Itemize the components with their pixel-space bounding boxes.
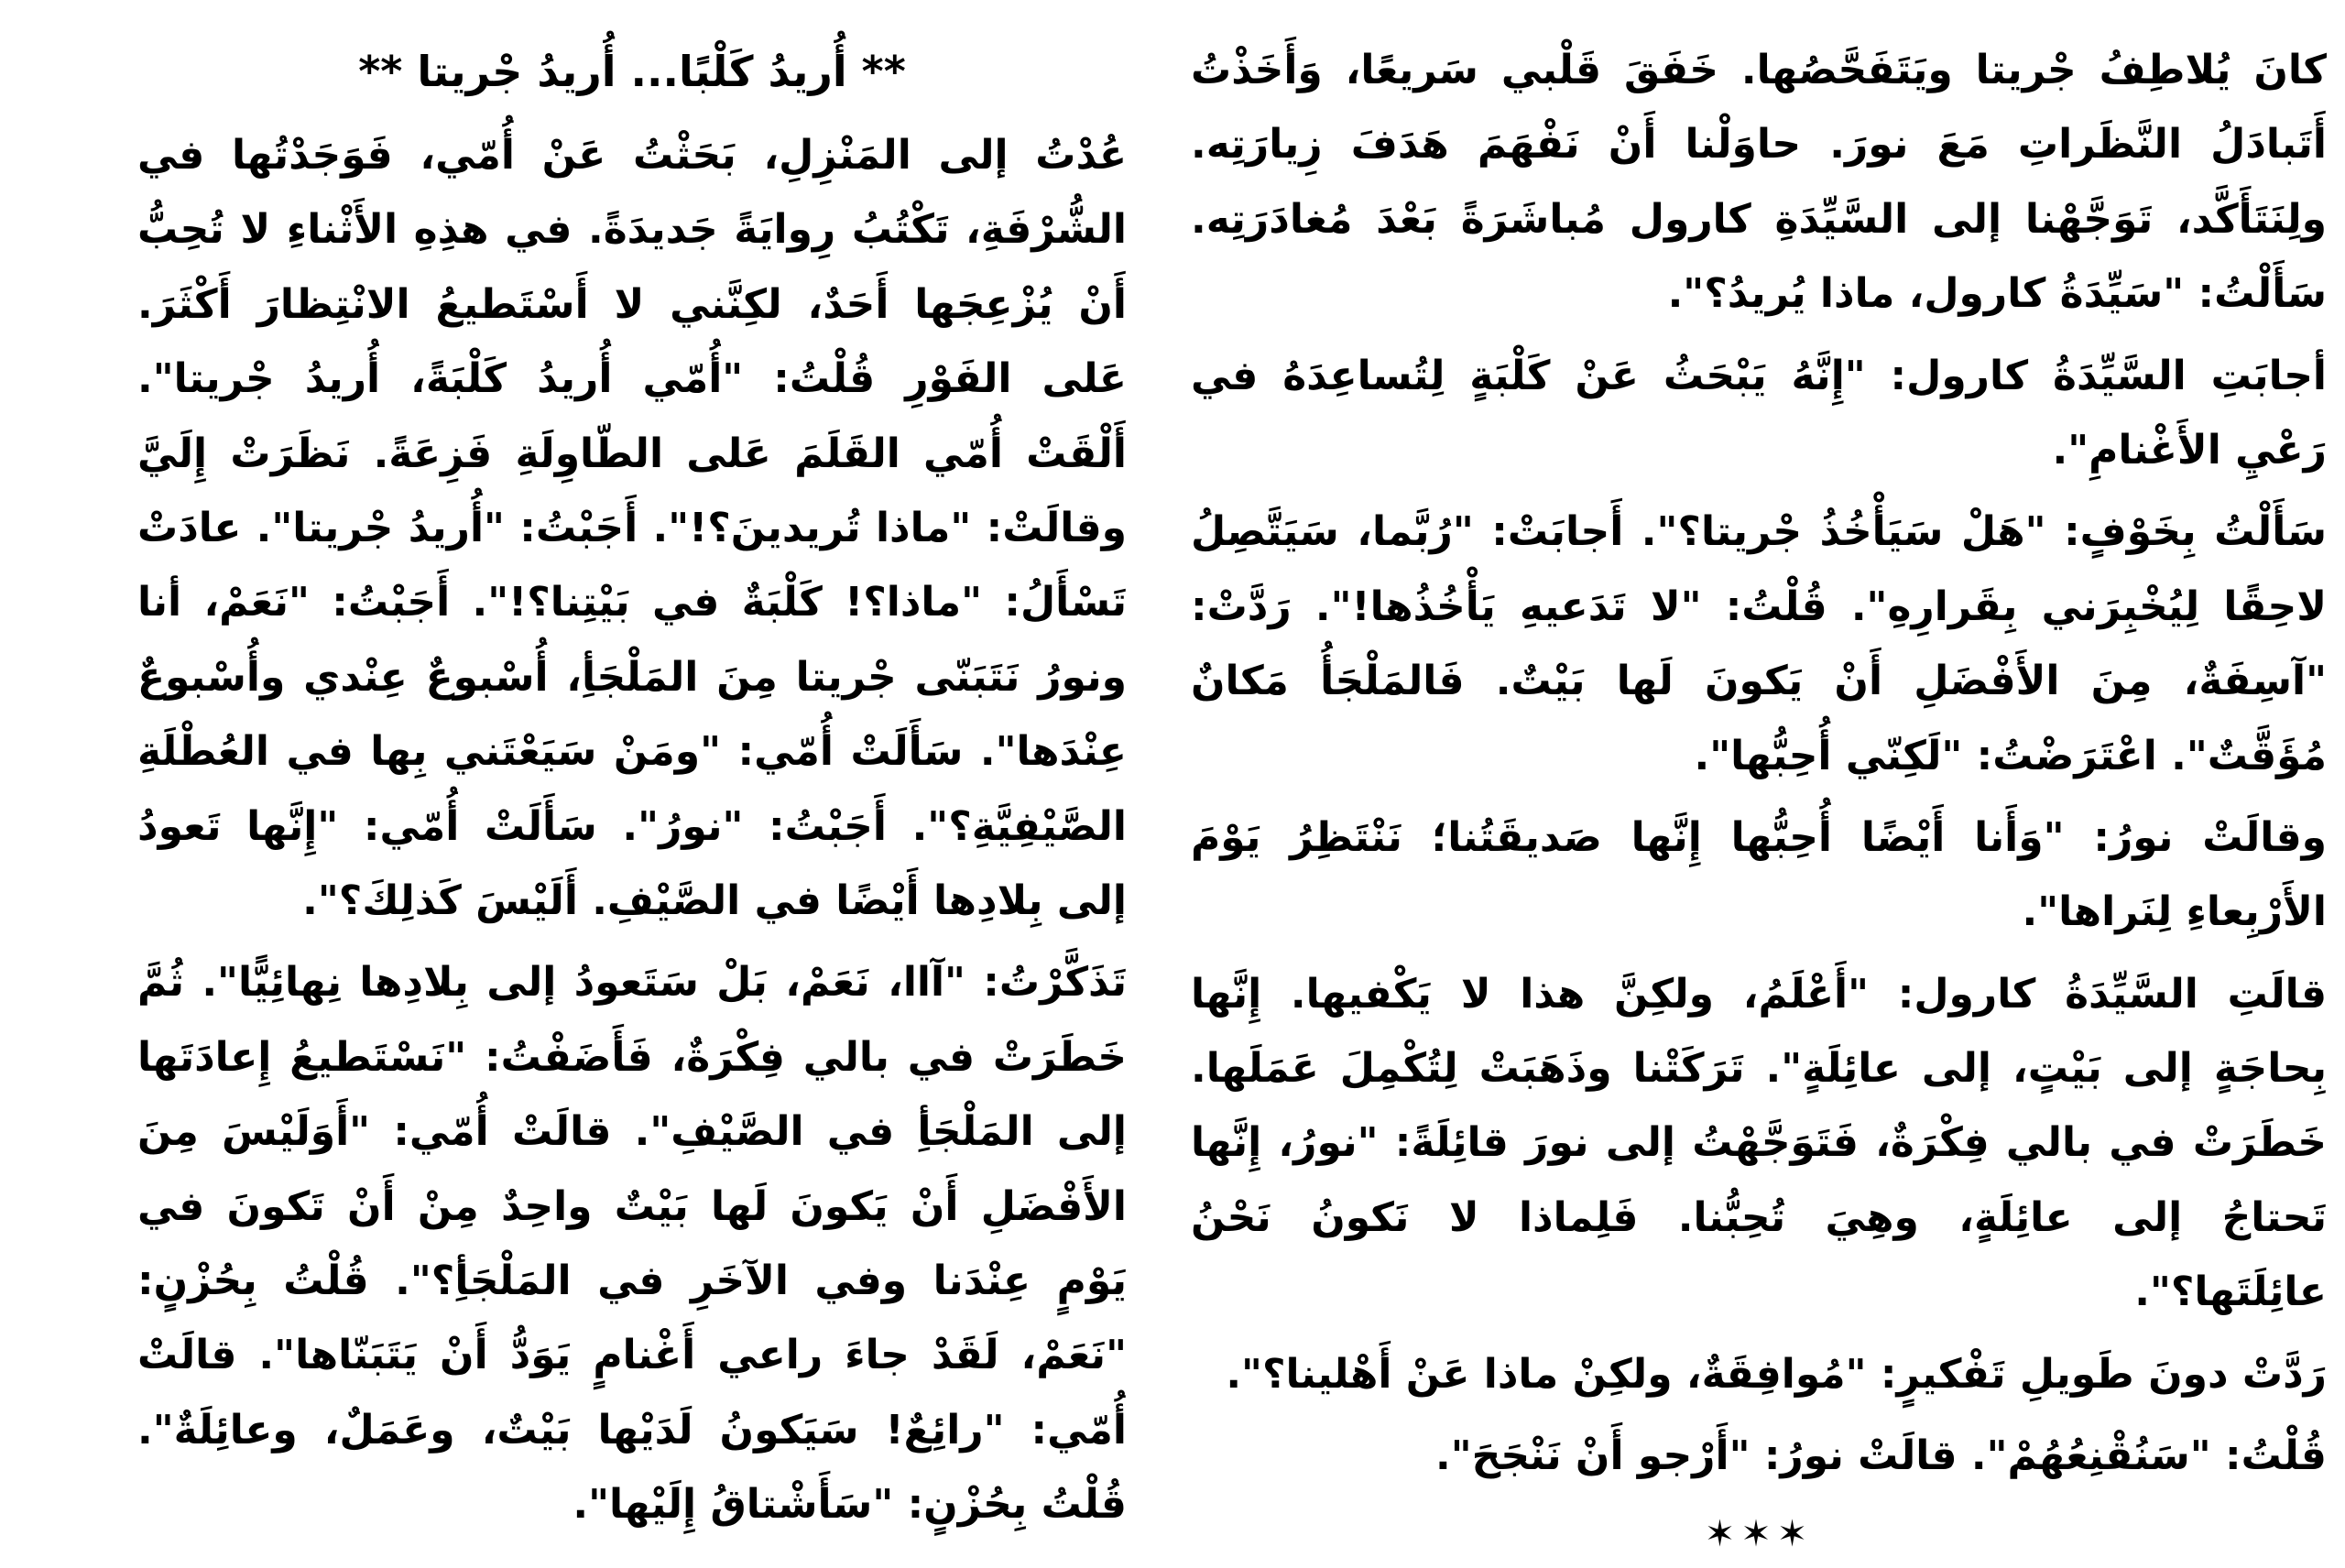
story-paragraph: تَذَكَّرْتُ: "آاا، نَعَمْ، بَلْ سَتَعودُ إلى بِلادِها نِهائِيًّا". ثُمَّ خَطَرَتْ في بالي فِكْرَةٌ، فَأَضَفْتُ: "نَسْتَطيعُ إِعادَتَها إلى المَلْجَأِ في الصَّيْفِ". قالَتْ أُمّي: "أَوَلَيْسَ مِنَ الأَفْضَلِ أَنْ يَكونَ لَها بَيْتٌ واحِدٌ مِنْ أَنْ تَكونَ في يَوْمٍ عِنْدَنا وفي الآخَرِ في المَلْجَأِ؟". قُلْتُ بِحُزْنٍ: "نَعَمْ، لَقَدْ جاءَ راعي أَغْنامٍ يَوَدُّ أَنْ يَتَبَنّاها". قالَتْ أُمّي: "رائِعٌ! سَيَكونُ لَدَيْها بَيْتٌ، وعَمَلٌ، وعائِلَةٌ". قُلْتُ بِحُزْنٍ: "سَأَشْتاقُ إِلَيْها". [137,959,1127,1529]
story-paragraph: سَأَلْتُ بِخَوْفٍ: "هَلْ سَيَأْخُذُ جْريتا؟". أَجابَتْ: "رُبَّما، سَيَتَّصِلُ لاحِقًا لِيُخْبِرَني بِقَرارِهِ". قُلْتُ: "لا تَدَعيهِ يَأْخُذُها!". رَدَّتْ: "آسِفَةٌ، مِنَ الأَفْضَلِ أَنْ يَكونَ لَها بَيْتٌ. فَالمَلْجَأُ مَكانٌ مُؤَقَّتٌ". اعْتَرَضْتُ: "لَكِنّي أُحِبُّها". [1191,508,2327,779]
story-paragraph: وقالَتْ نورُ: "وَأَنا أَيْضًا أُحِبُّها إِنَّها صَديقَتُنا؛ نَنْتَظِرُ يَوْمَ الأَرْبِعاءِ لِنَراها". [1191,813,2327,936]
story-paragraph: رَدَّتْ دونَ طَويلِ تَفْكيرٍ: "مُوافِقَةٌ، ولكِنْ ماذا عَنْ أَهْلينا؟". [1226,1350,2327,1398]
story-paragraph: عُدْتُ إلى المَنْزِلِ، بَحَثْتُ عَنْ أُمّي، فَوَجَدْتُها في الشُّرْفَةِ، تَكْتُبُ رِوايَةً جَديدَةً. في هذِهِ الأَثْناءِ لا تُحِبُّ أَنْ يُزْعِجَها أَحَدٌ، لكِنَّني لا أَسْتَطيعُ الانْتِظارَ أَكْثَرَ. عَلى الفَوْرِ قُلْتُ: "أُمّي أُريدُ كَلْبَةً، أُريدُ جْريتا". أَلْقَتْ أُمّي القَلَمَ عَلى الطّاوِلَةِ فَزِعَةً. نَظَرَتْ إِلَيَّ وقالَتْ: "ماذا تُريدينَ؟!". أَجَبْتُ: "أُريدُ جْريتا". عادَتْ تَسْأَلُ: "ماذا؟! كَلْبَةٌ في بَيْتِنا؟!". أَجَبْتُ: "نَعَمْ، أنا ونورُ نَتَبَنّى جْريتا مِنَ المَلْجَأِ، أُسْبوعٌ عِنْدي وأُسْبوعٌ عِنْدَها". سَأَلَتْ أُمّي: "ومَنْ سَيَعْتَني بِها في العُطْلَةِ الصَّيْفِيَّةِ؟". أَجَبْتُ: "نورُ". سَأَلَتْ أُمّي: "إِنَّها تَعودُ إلى بِلادِها أَيْضًا في الصَّيْفِ. أَلَيْسَ كَذلِكَ؟". [137,132,1127,924]
left-text-column [137,33,1127,1550]
story-paragraph: أجابَتِ السَّيِّدَةُ كارول: "إِنَّهُ يَبْحَثُ عَنْ كَلْبَةٍ لِتُساعِدَهُ في رَعْيِ الأَغْنامِ". [1191,352,2327,474]
section-separator-stars: ✶✶✶ [1704,1513,1814,1556]
chapter-title: ** أُريدُ كَلْبًا... أُريدُ جْريتا ** [358,47,906,96]
story-paragraph: كانَ يُلاطِفُ جْريتا ويَتَفَحَّصُها. خَفَقَ قَلْبي سَريعًا، وَأَخَذْتُ أَتَبادَلُ النَّظَراتِ مَعَ نورَ. حاوَلْنا أَنْ نَفْهَمَ هَدَفَ زِيارَتِه. ولِنَتَأَكَّد، تَوَجَّهْنا إلى السَّيِّدَةِ كارول مُباشَرَةً بَعْدَ مُغادَرَتِه. سَأَلْتُ: "سَيِّدَةُ كارول، ماذا يُريدُ؟". [1191,47,2327,318]
story-paragraph: قُلْتُ: "سَنُقْنِعُهُمْ". قالَتْ نورُ: "أَرْجو أَنْ نَنْجَحَ". [1435,1432,2327,1480]
right-text-column [1191,33,2327,1568]
story-paragraph: قالَتِ السَّيِّدَةُ كارول: "أَعْلَمُ، ولكِنَّ هذا لا يَكْفيها. إِنَّها بِحاجَةٍ إلى بَيْتٍ، إلى عائِلَةٍ". تَرَكَتْنا وذَهَبَتْ لِتُكْمِلَ عَمَلَها. خَطَرَتْ في بالي فِكْرَةٌ، فَتَوَجَّهْتُ إلى نورَ قائِلَةً: "نورُ، إِنَّها تَحتاجُ إلى عائِلَةٍ، وهِيَ تُحِبُّنا. فَلِماذا لا نَكونُ نَحْنُ عائِلَتَها؟". [1191,970,2327,1316]
